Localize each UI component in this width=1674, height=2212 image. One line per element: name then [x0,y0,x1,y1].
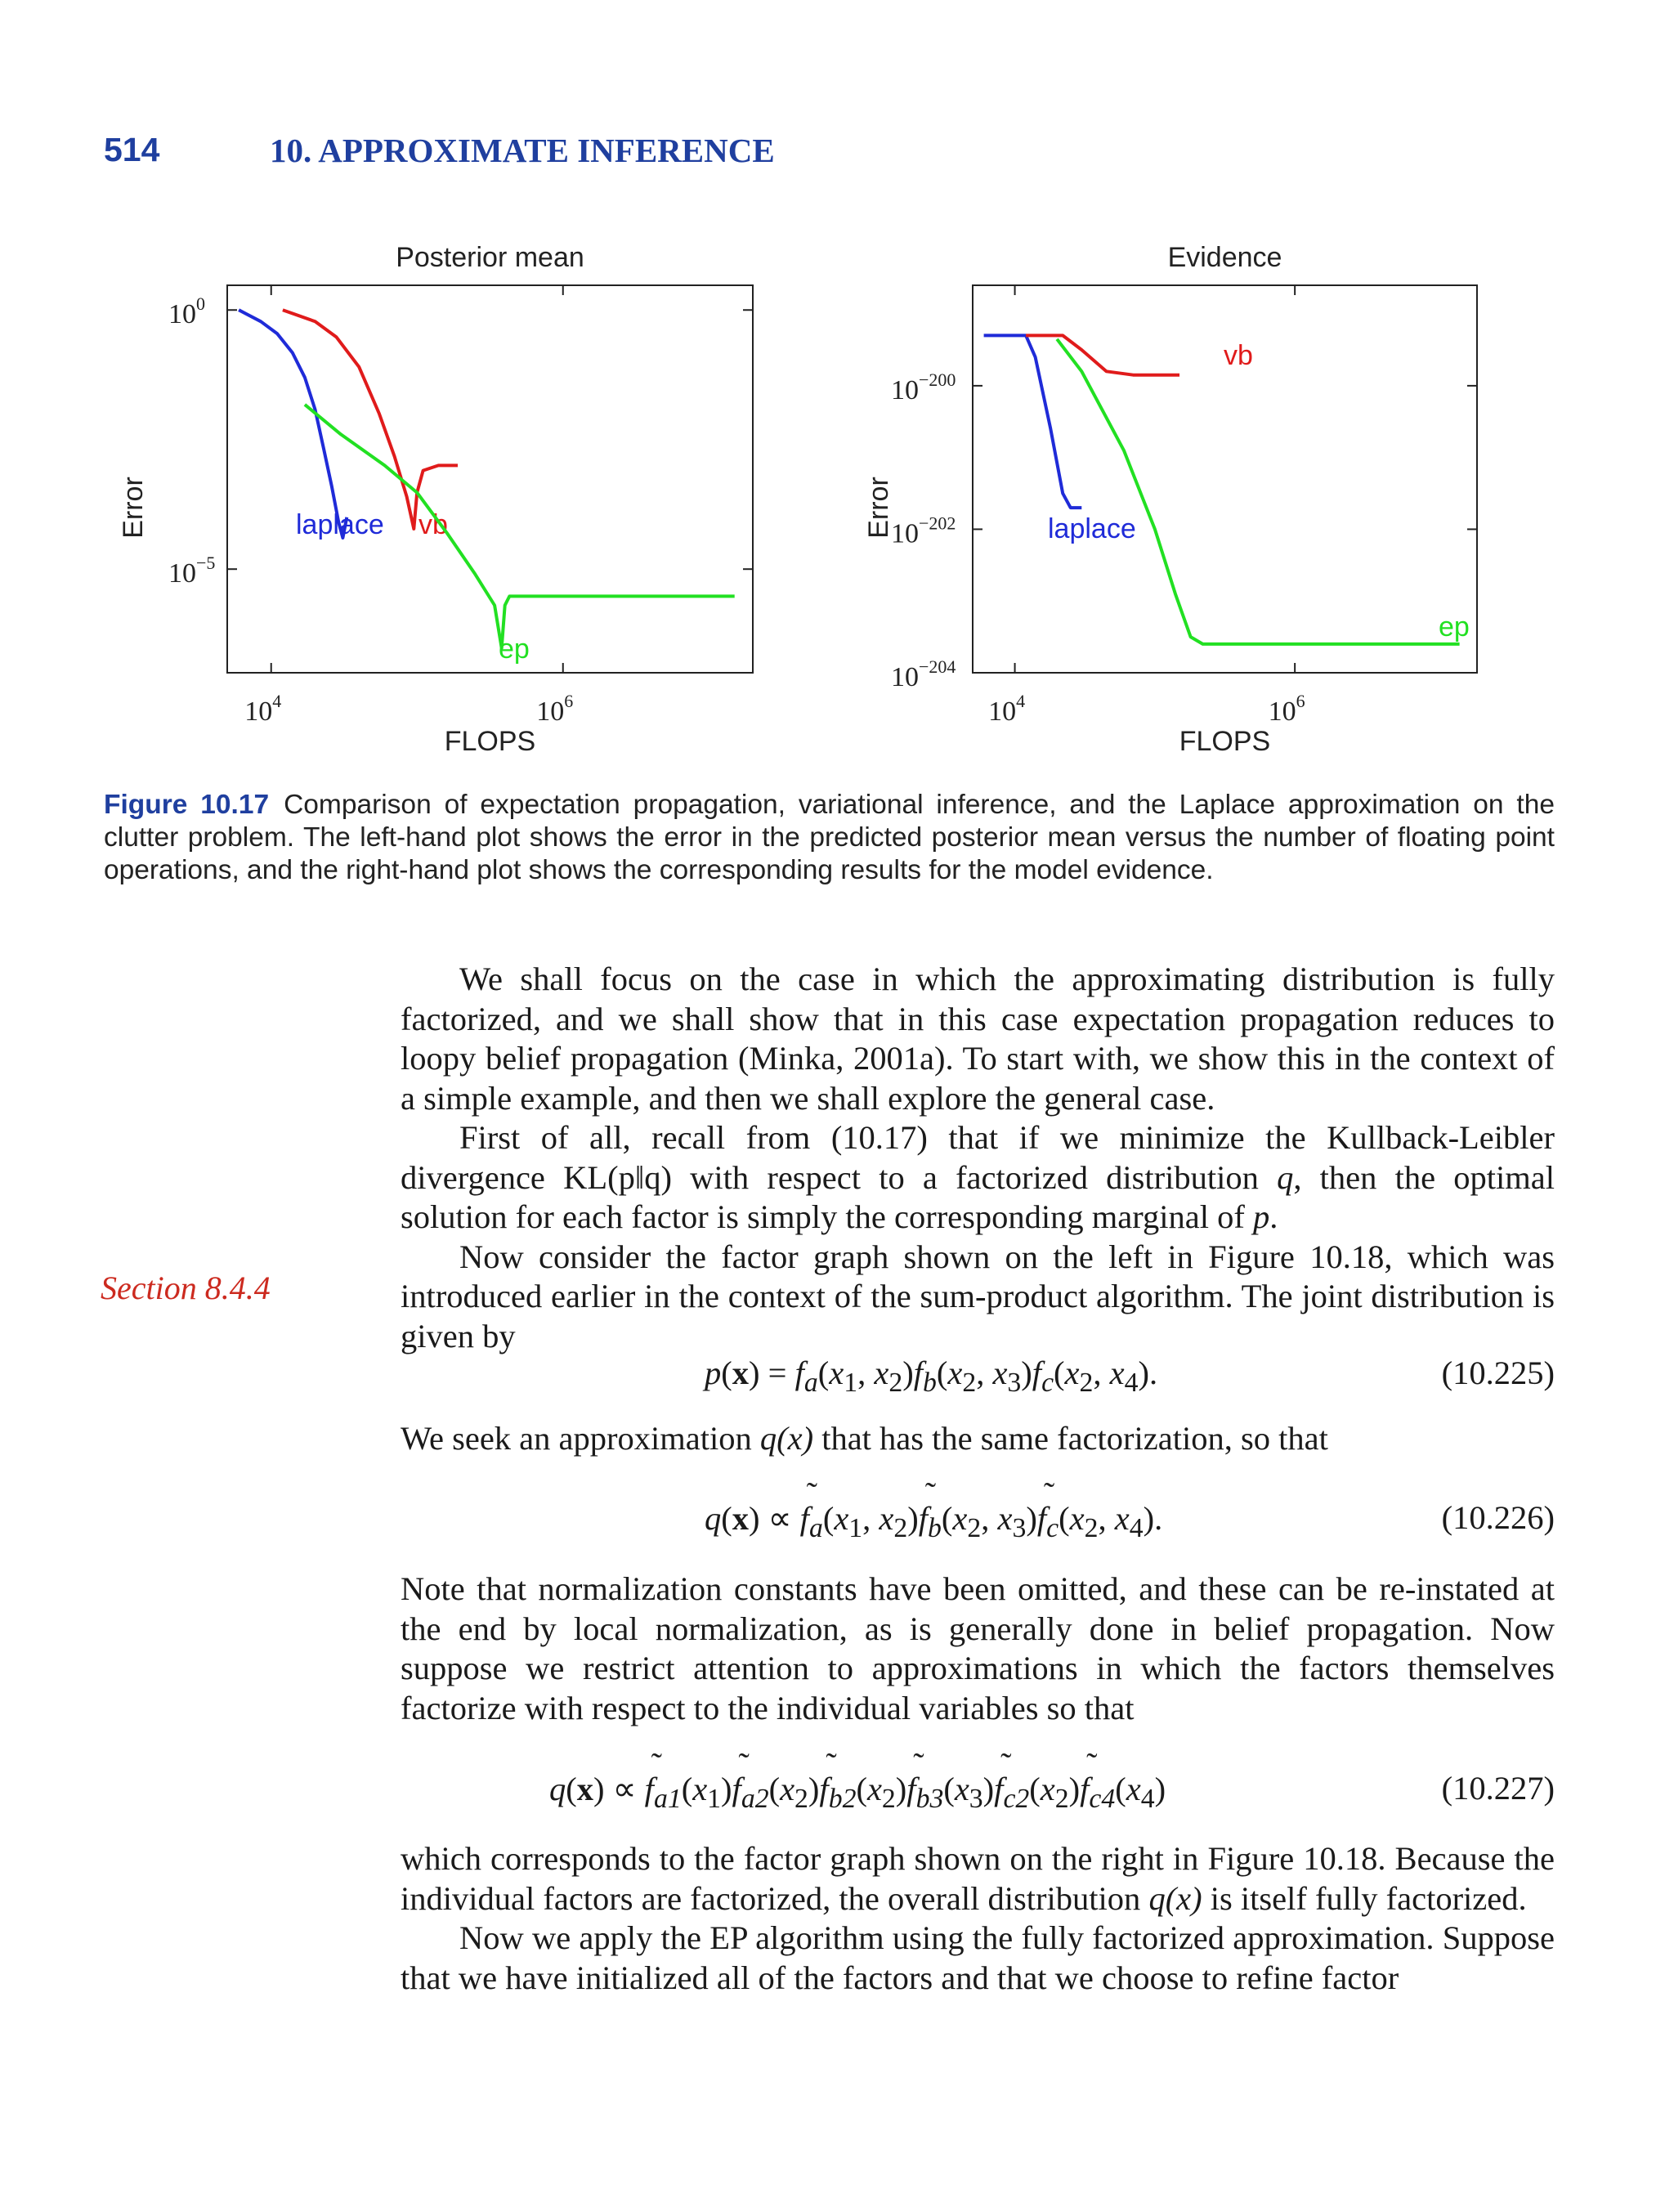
equation-10-225: $p(x) = f_a(x_1$, $x_2)f_b(x_2$, $x_3)f_c(x_2$, $x_4$). [705,1355,1158,1399]
paragraph-2-text-b: with respect to a factorized distribution [671,1158,1278,1196]
left-x-tick-label: $10^4$ [244,691,282,727]
figure-caption [104,789,1555,887]
paragraph-3: Now consider the factor graph shown on the left in Figure 10.18, which was introduced earlier in the context of the sum-product algorithm. The joint distribution is given by [401,1238,1555,1355]
paragraph-2 [401,1118,1555,1238]
left-x-axis-label: FLOPS [444,726,536,757]
kl-math: KL(p‖q) [563,1158,672,1196]
paragraph-4 [401,1419,1555,1459]
equation-10-226: q(x) ∝ ˜ $f_a(x_1$, $x_2)˜$ $f_b(x_2$, $x_3)˜$ $f_c(x_2$, $x_4$). [705,1498,1162,1544]
left-y-axis-label: Error [118,477,149,539]
equation-number-10-227: (10.227) [1441,1770,1555,1807]
equation-number-10-226: (10.226) [1441,1499,1555,1536]
right-chart-title: Evidence [1167,242,1282,273]
paragraph-7: Now we apply the EP algorithm using the fully factorized approximation. Suppose that we have initialized all of the factors and that we choose to refine factor [401,1919,1555,1996]
right-y-tick-exponent: −202 [919,513,956,534]
left-y-tick-exponent: 0 [196,293,205,315]
paragraph-2-text-d: . [1269,1198,1278,1235]
body-block-1 [401,960,1555,1356]
paragraph-5: Note that normalization constants have been omitted, and these can be re-instated at the end by local normalization, as is generally done in belief propagation. Now suppose we restrict attention to approximations in which the factors themselves factorize with respect to the individual variables so that [401,1570,1555,1726]
paragraph-6-text-b: is itself fully factorized. [1202,1879,1527,1917]
left-x-tick-exponent: 4 [272,691,282,711]
equation-10-227: q(x) ∝ ˜ $f_{a1}(x_1)˜$ $f_{a2}(x_2)˜$ $f_{b2}(x_2)˜$ $f_{b3}(x_3)˜$ $f_{c2}(x_2)˜$ $f_{c4}(x_4)$ [549,1769,1166,1815]
equation-number-10-225: (10.225) [1441,1355,1555,1391]
figure-label: Figure 10.17 [104,790,270,820]
paragraph-2-text-a: First of all, recall from (10.17) that if we minimize the Kullback-Leibler divergence [401,1119,1555,1196]
right-x-tick-label: $10^4$ [988,691,1026,727]
figure-caption-text: Comparison of expectation propagation, variational inference, and the Laplace approximation on the clutter problem. The left-hand plot shows the error in the predicted posterior mean versus the number of floating point operations, and the right-hand plot shows the corresponding results for the model evidence. [104,790,1555,885]
left-series-laplace-label: laplace [296,509,384,540]
right-y-tick-label: $10^{-204}$ [891,656,956,692]
body-block-2 [401,1419,1555,1459]
right-series-vb-line [1026,335,1179,374]
left-series-vb-line [283,310,458,529]
left-chart-title: Posterior mean [396,242,584,273]
body-block-4 [401,1839,1555,1998]
paragraph-6-text-a: which corresponds to the factor graph shown on the right in Figure 10.18. Because the individual factors are factorized, the overall distribution [401,1840,1555,1917]
p-math: p [1253,1198,1270,1235]
right-series-vb-label: vb [1224,340,1253,371]
left-x-tick-label: $10^6$ [536,691,574,727]
right-series-ep-line [1057,339,1460,644]
margin-section-ref[interactable]: Section 8.4.4 [101,1269,271,1306]
right-y-tick-label: $10^{-202}$ [891,513,956,549]
paragraph-6 [401,1839,1555,1919]
left-y-tick-label: $10^{-5}$ [168,553,216,589]
right-x-tick-label: $10^6$ [1268,691,1305,727]
left-plot-frame [227,285,753,673]
paragraph-4-text-a: We seek an approximation [401,1420,760,1457]
chapter-title: 10. APPROXIMATE INFERENCE [270,132,775,169]
right-x-tick-exponent: 4 [1016,691,1026,711]
left-series-vb-label: vb [418,509,448,540]
right-y-tick-exponent: −200 [919,369,956,390]
paragraph-2-text-c: , then the optimal solution for each factor is simply the corresponding marginal of [401,1158,1555,1235]
left-y-tick-label: $10^0$ [168,293,205,330]
paragraph-1: We shall focus on the case in which the approximating distribution is fully factorized, and we shall show that in this case expectation propagation reduces to loopy belief propagation (Minka, 2001a). To start with, we show this in the context of a simple example, and then we shall explore the general case. [401,960,1555,1117]
right-series-laplace-line [984,335,1082,508]
qx-math: q(x) [759,1420,814,1457]
right-y-tick-exponent: −204 [919,656,956,677]
q-math: q [1277,1158,1294,1196]
qx-math-2: q(x) [1148,1879,1202,1917]
body-block-3 [401,1569,1555,1728]
right-series-ep-label: ep [1439,611,1470,643]
left-y-tick-exponent: −5 [196,553,216,574]
left-series-ep-label: ep [499,634,530,665]
paragraph-4-text-b: that has the same factorization, so that [813,1420,1328,1457]
left-x-tick-exponent: 6 [564,691,574,711]
right-x-tick-exponent: 6 [1296,691,1305,711]
right-x-axis-label: FLOPS [1179,726,1271,757]
right-y-tick-label: $10^{-200}$ [891,369,956,405]
right-y-axis-label: Error [863,477,894,539]
figure-10-17 [0,0,1674,785]
right-series-laplace-label: laplace [1048,513,1136,544]
page-number: 514 [104,131,160,168]
